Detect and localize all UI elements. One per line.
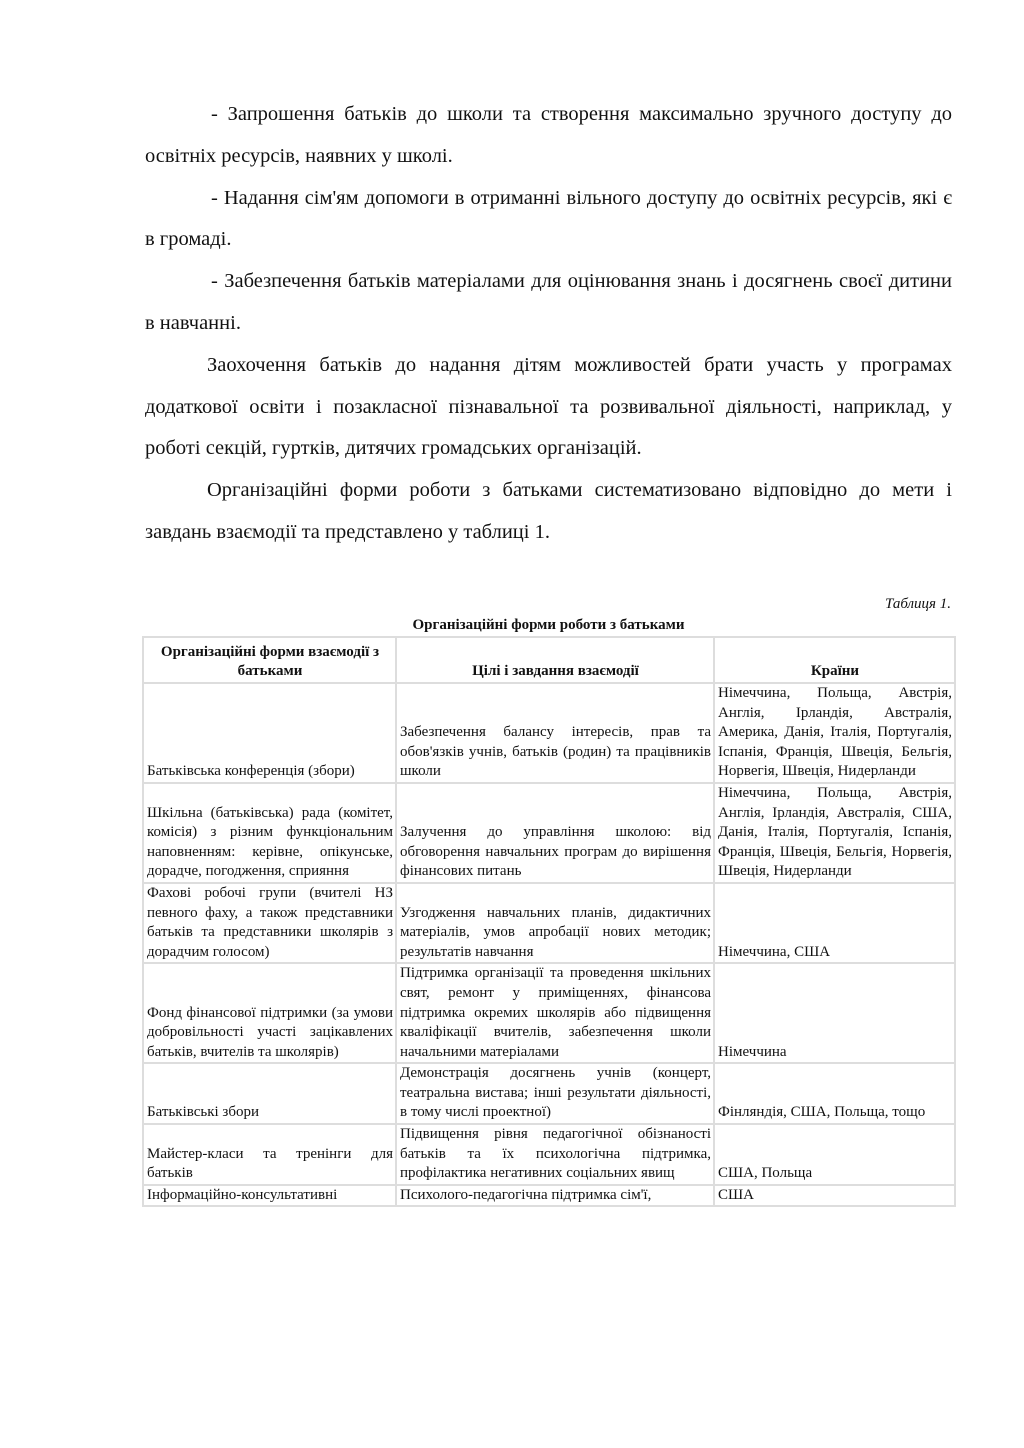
table-cell: Німеччина, Польща, Австрія, Англія, Ірландія, Австралія, Америка, Данія, Італія, Португалія, Іспанія, Франція, Швеція, Бельгія, Норвегія, Швеція, Нидерланди (714, 683, 955, 783)
paragraph: Організаційні форми роботи з батьками систематизовано відповідно до мети і завдань взаємодії та представлено у таблиці 1. (145, 479, 952, 543)
table-row (143, 1185, 955, 1207)
paragraph: - Надання сім'ям допомоги в отриманні вільного доступу до освітніх ресурсів, які є в громаді. (145, 186, 952, 251)
table-cell: США (714, 1185, 955, 1207)
table-cell: Узгодження навчальних планів, дидактичних матеріалів, умов апробації нових методик; результатів навчання (396, 883, 714, 963)
table-cell: Підвищення рівня педагогічної обізнаності батьків та їх психологічна підтримка, профілактика негативних соціальних явищ (396, 1124, 714, 1185)
table-cell: Майстер-класи та тренінги для батьків (143, 1124, 396, 1185)
body-text (145, 94, 952, 554)
table-row (143, 783, 955, 883)
table-cell: Батьківські збори (143, 1063, 396, 1124)
table-cell: США, Польща (714, 1124, 955, 1185)
table-row (143, 963, 955, 1063)
header-cell: Країни (714, 637, 955, 683)
paragraph: Заохочення батьків до надання дітям можливостей брати участь у програмах додаткової освіти і позакласної пізнавальної та розвивальної діяльності, наприклад, у роботі секцій, гуртків, дитячих громадських організацій. (145, 353, 952, 460)
table-header-row (143, 637, 955, 683)
table-cell: Демонстрація досягнень учнів (концерт, театральна вистава; інші результати діяльності, в тому числі проектної) (396, 1063, 714, 1124)
table-caption: Таблиця 1. (885, 596, 951, 612)
forms-table (142, 636, 956, 1207)
table-cell: Фінляндія, США, Польща, тощо (714, 1063, 955, 1124)
table-cell: Німеччина, Польща, Австрія, Англія, Ірландія, Австралія, США, Данія, Італія, Португалія, Іспанія, Франція, Швеція, Бельгія, Норвегія, Швеція, Нидерланди (714, 783, 955, 883)
table-row (143, 1063, 955, 1124)
table-cell: Шкільна (батьківська) рада (комітет, комісія) з різним функціональним наповненням: керівне, опікунське, дорадче, погодження, сприяння (143, 783, 396, 883)
table-cell: Інформаційно-консультативні (143, 1185, 396, 1207)
table-row (143, 683, 955, 783)
table-cell: Фонд фінансової підтримки (за умови добровільності участі зацікавлених батьків, вчителів та школярів) (143, 963, 396, 1063)
table-row (143, 883, 955, 963)
table-title: Організаційні форми роботи з батьками (412, 617, 685, 633)
table-cell: Залучення до управління школою: від обговорення навчальних програм до вирішення фінансових питань (396, 783, 714, 883)
table-cell: Німеччина, США (714, 883, 955, 963)
paragraph: - Забезпечення батьків матеріалами для оцінювання знань і досягнень своєї дитини в навчанні. (145, 270, 952, 334)
table-cell: Німеччина (714, 963, 955, 1063)
header-cell: Організаційні форми взаємодії з батьками (143, 637, 396, 683)
table-row (143, 1124, 955, 1185)
table-cell: Батьківська конференція (збори) (143, 683, 396, 783)
table-cell: Фахові робочі групи (вчителі НЗ певного фаху, а також представники батьків та представники школярів з дорадчим голосом) (143, 883, 396, 963)
table-cell: Забезпечення балансу інтересів, прав та обов'язків учнів, батьків (родин) та працівників школи (396, 683, 714, 783)
table-cell: Підтримка організації та проведення шкільних свят, ремонт у приміщеннях, фінансова підтримка окремих школярів або підвищення кваліфікації вчителів, забезпечення школи начальними матеріалами (396, 963, 714, 1063)
paragraph: - Запрошення батьків до школи та створення максимально зручного доступу до освітніх ресурсів, наявних у школі. (145, 103, 952, 167)
header-cell: Цілі і завдання взаємодії (396, 637, 714, 683)
table-cell: Психолого-педагогічна підтримка сім'ї, (396, 1185, 714, 1207)
